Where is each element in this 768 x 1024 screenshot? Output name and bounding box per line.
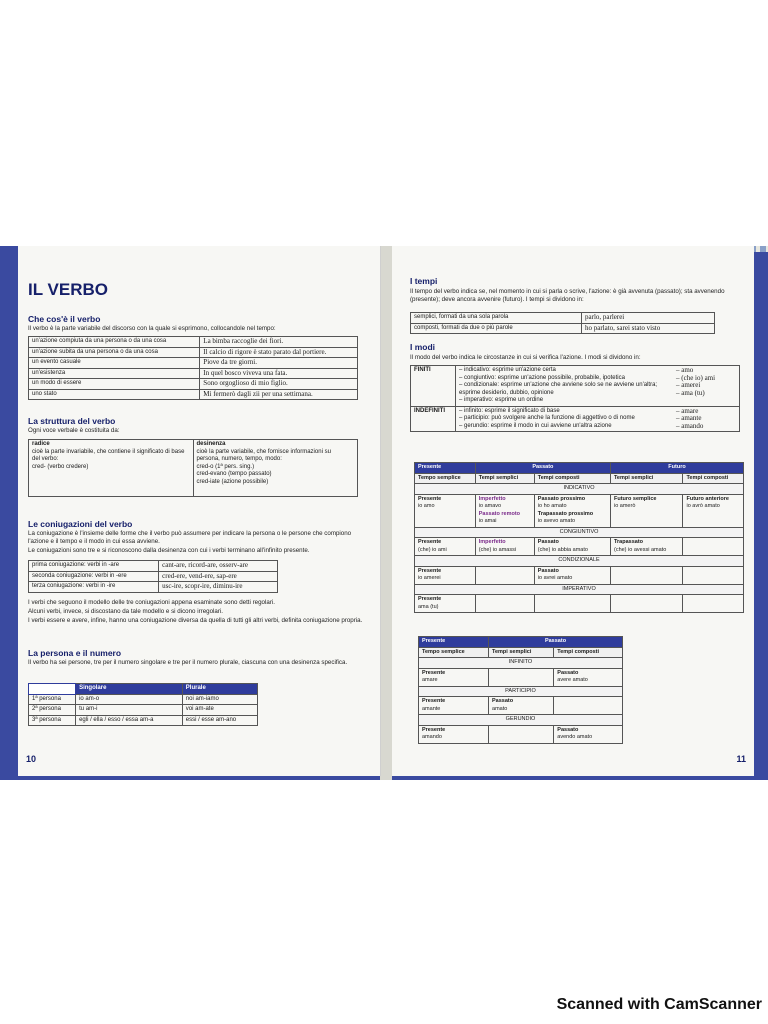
section-intro: Il tempo del verbo indica se, nel momento in cui si parla o scrive, l'azione: è già avvenuta (passato); sta avvenendo (presente); deve ancora avvenire (futuro). I tempi si dividono in:: [410, 288, 725, 303]
tense-form: io amerò: [613, 503, 636, 509]
mood-band: CONDIZIONALE: [415, 556, 744, 567]
table-cell: noi am-iamo: [182, 694, 257, 705]
table-cell: essi / esse am-ano: [182, 715, 257, 726]
tense-name: Imperfetto: [478, 539, 506, 545]
table-cell: 3ª persona: [29, 715, 76, 726]
camscanner-watermark: Scanned with CamScanner: [556, 996, 762, 1013]
table-cell: un'azione compiuta da una persona o da una cosa: [29, 337, 200, 348]
tense-name: Passato: [537, 539, 559, 545]
table-cell: In quel bosco viveva una fata.: [200, 368, 358, 379]
tense-form: amando: [422, 734, 442, 740]
table-cell: La bimba raccoglie dei fiori.: [200, 337, 358, 348]
table-cell: [554, 668, 623, 686]
table-cell: egli / ella / esso / essa am-a: [76, 715, 183, 726]
table-cell: terza coniugazione: verbi in -ire: [29, 582, 159, 593]
col-presente: Presente: [415, 463, 476, 474]
tense-form: io amavo: [478, 503, 502, 509]
table-cell: 1ª persona: [29, 694, 76, 705]
radice-text: cioè la parte invariabile, che contiene il significato di base del verbo:: [32, 448, 185, 462]
coniugazioni-table: [28, 560, 278, 593]
tense-name: Passato: [537, 567, 559, 574]
table-subheader: Tempi composti: [554, 647, 623, 658]
table-cell: Piove da tre giorni.: [200, 358, 358, 369]
table-cell: [475, 538, 534, 556]
section-intro: Il verbo è la parte variabile del discorso con la quale si esprimono, collocandole nel tempo:: [28, 325, 276, 332]
table-cell: [683, 566, 744, 584]
list-item: – congiuntivo: esprime un'azione possibile, probabile, ipotetica: [459, 374, 625, 381]
tense-form: (che) io avessi amato: [613, 546, 667, 553]
table-subheader: Tempi semplici: [610, 473, 682, 484]
tense-form: ama (tu): [418, 603, 439, 610]
table-cell: [419, 697, 489, 715]
list-item: – amante: [676, 414, 702, 422]
indefiniti-list: [456, 406, 674, 432]
mood-band: GERUNDIO: [419, 715, 623, 726]
table-subheader: Tempi semplici: [475, 473, 534, 484]
table-cell: tu am-i: [76, 705, 183, 716]
coniugazione-definition: La coniugazione è l'insieme delle forme che il verbo può assumere per indicare la persona o le persone che compiono l'azione e il tempo e il modo in cui essa avviene.: [28, 530, 352, 545]
table-cell: un modo di essere: [29, 379, 200, 390]
list-item: – amo: [676, 366, 694, 374]
table-subheader: Tempo semplice: [415, 473, 476, 484]
tense-form: (che) io abbia amato: [537, 546, 588, 553]
table-cell: [610, 494, 682, 527]
table-cell: [610, 595, 682, 613]
table-cell: composti, formati da due o più parole: [411, 323, 582, 334]
table-cell: [475, 494, 534, 527]
table-cell: cred-ere, vend-ere, sap-ere: [159, 571, 278, 582]
desinenza-example: cred-o (1ª pers. sing.): [196, 463, 255, 470]
table-cell: 2ª persona: [29, 705, 76, 716]
table-cell: semplici, formati da una sola parola: [411, 313, 582, 324]
tense-form: (che) io ami: [418, 546, 447, 553]
left-page: [18, 246, 381, 776]
table-cell: [554, 697, 623, 715]
table-cell: [489, 668, 554, 686]
table-cell: Mi fermerò dagli zii per una settimana.: [200, 389, 358, 400]
tense-name: Presente: [418, 539, 442, 545]
section-intro: Il verbo ha sei persone, tre per il numero singolare e tre per il numero plurale, ciascuna con una desinenza specifica.: [28, 659, 348, 666]
page-number: 10: [26, 754, 37, 764]
tense-form: io avevo amato: [537, 518, 576, 524]
tense-name: Presente: [418, 567, 442, 574]
table-subheader: Tempi composti: [534, 473, 610, 484]
tense-name: Passato: [557, 726, 579, 733]
indefiniti-examples: [673, 406, 740, 432]
tense-form: io amai: [478, 518, 497, 524]
tense-name: Presente: [422, 698, 446, 704]
table-subheader: Tempi semplici: [489, 647, 554, 658]
section-heading-verbo: Che cos'è il verbo: [28, 314, 101, 324]
radice-title: radice: [32, 441, 50, 447]
modi-finiti-table: [414, 462, 744, 613]
table-subheader: Tempi composti: [683, 473, 744, 484]
persona-table: [28, 683, 258, 726]
table-cell: [534, 595, 610, 613]
table-cell: Il calcio di rigore è stato parato dal portiere.: [200, 347, 358, 358]
tense-name: Presente: [418, 495, 442, 502]
list-item: – ama (tu): [676, 388, 705, 397]
tense-name: Passato remoto: [478, 510, 521, 517]
tempi-table: [410, 312, 715, 334]
tense-form: amare: [422, 677, 438, 683]
table-cell: [415, 595, 476, 613]
list-item: – amerei: [676, 381, 701, 389]
section-heading-struttura: La struttura del verbo: [28, 416, 116, 426]
table-cell: seconda coniugazione: verbi in -ere: [29, 571, 159, 582]
open-book: [0, 246, 768, 780]
mood-band: INFINITO: [419, 658, 623, 669]
irregolari-text: Alcuni verbi, invece, si discostano da tale modello e si dicono irregolari.: [28, 608, 224, 615]
table-cell: cant-are, ricord-are, osserv-are: [159, 561, 278, 572]
tense-name: Futuro anteriore: [686, 495, 729, 502]
section-heading-coniugazioni: Le coniugazioni del verbo: [28, 519, 133, 529]
tense-form: io avrei amato: [537, 575, 573, 581]
tense-form: avere amato: [557, 677, 588, 683]
table-cell: [683, 595, 744, 613]
page-title: IL VERBO: [28, 280, 108, 299]
table-cell: [419, 668, 489, 686]
col-passato: Passato: [475, 463, 610, 474]
book-spine: [380, 246, 392, 780]
table-cell: parlo, parlerei: [582, 313, 715, 324]
table-cell: voi am-ate: [182, 705, 257, 716]
radice-example: cred- (verbo credere): [32, 463, 89, 470]
col-futuro: Futuro: [610, 463, 743, 474]
tense-form: io avrò amato: [686, 503, 720, 509]
list-item: – gerundio: esprime il modo in cui avviene un'altra azione: [459, 422, 612, 429]
regolari-text: I verbi che seguono il modello delle tre coniugazioni appena esaminate sono detti regolari.: [28, 599, 275, 606]
table-cell: un evento casuale: [29, 358, 200, 369]
tense-name: Passato prossimo: [537, 495, 586, 502]
mood-band: PARTICIPIO: [419, 686, 623, 697]
tense-name: Presente: [422, 669, 446, 676]
table-cell: [415, 538, 476, 556]
table-cell: usc-ire, scopr-ire, diminu-ire: [159, 582, 278, 593]
col-passato: Passato: [489, 637, 623, 648]
tense-form: avendo amato: [557, 734, 593, 740]
radice-cell: [29, 440, 194, 497]
finiti-list: [456, 366, 674, 407]
table-cell: [419, 725, 489, 743]
mood-band: IMPERATIVO: [415, 584, 744, 595]
finiti-label: FINITI: [411, 366, 456, 407]
table-cell: [610, 566, 682, 584]
modi-table: [410, 365, 740, 432]
section-heading-modi: I modi: [410, 342, 436, 352]
table-cell: [415, 566, 476, 584]
table-cell: [554, 725, 623, 743]
table-cell: [415, 494, 476, 527]
table-cell: [610, 538, 682, 556]
tense-name: Imperfetto: [478, 495, 506, 502]
table-cell: [475, 566, 534, 584]
finiti-examples: [673, 366, 740, 407]
list-item: – (che io) ami: [676, 373, 716, 382]
tense-name: Passato: [492, 698, 514, 704]
table-cell: prima coniugazione: verbi in -are: [29, 561, 159, 572]
table-cell: uno stato: [29, 389, 200, 400]
table-cell: [683, 538, 744, 556]
table-cell: [489, 725, 554, 743]
modi-indefiniti-table: [418, 636, 623, 744]
col-singolare: Singolare: [76, 684, 183, 695]
tense-form: amante: [422, 705, 441, 712]
desinenza-cell: [193, 440, 358, 497]
table-cell: [534, 566, 610, 584]
table-cell: io am-o: [76, 694, 183, 705]
right-page: [392, 246, 754, 776]
desinenza-title: desinenza: [196, 441, 226, 447]
tense-name: Passato: [557, 669, 579, 676]
tense-name: Trapassato: [613, 539, 644, 545]
desinenza-text: cioè la parte variabile, che fornisce informazioni su persona, numero, tempo, modo:: [196, 448, 331, 462]
mood-band: CONGIUNTIVO: [415, 527, 744, 538]
tense-form: io amo: [418, 503, 435, 509]
table-cell: [534, 494, 610, 527]
tense-form: io ho amato: [537, 503, 567, 509]
coniugazione-note: Le coniugazioni sono tre e si riconoscono dalla desinenza con cui i verbi terminano all'infinito presente.: [28, 547, 310, 554]
list-item: – condizionale: esprime un'azione che avviene solo se ne avviene un'altra; esprime desiderio, dubbio, opinione: [459, 382, 658, 396]
list-item: – amando: [676, 421, 704, 430]
desinenza-example: cred-iate (azione possibile): [196, 478, 269, 485]
list-item: – participio: può svolgere anche la funzione di aggettivo o di nome: [459, 415, 635, 421]
coniugazione-propria-text: I verbi essere e avere, infine, hanno una coniugazione diversa da quella di tutti gli altri verbi, definita coniugazione propria.: [28, 617, 363, 624]
col-presente: Presente: [419, 637, 489, 648]
list-item: – amare: [676, 406, 699, 415]
col-plurale: Plurale: [182, 684, 257, 695]
section-intro: Ogni voce verbale è costituita da:: [28, 427, 120, 434]
section-heading-tempi: I tempi: [410, 276, 438, 286]
tense-form: (che) io amassi: [478, 546, 517, 553]
desinenza-example: cred-evano (tempo passato): [196, 471, 272, 477]
tense-name: Presente: [422, 726, 446, 733]
tense-name: Futuro semplice: [613, 495, 657, 502]
table-cell: Sono orgoglioso di mio figlio.: [200, 379, 358, 390]
tense-form: io amerei: [418, 575, 441, 581]
section-intro: Il modo del verbo indica le circostanze in cui si verifica l'azione. I modi si dividono in:: [410, 354, 641, 361]
indefiniti-label: INDEFINITI: [411, 406, 456, 432]
table-corner: [29, 684, 76, 695]
struttura-table: [28, 439, 358, 497]
mood-band: INDICATIVO: [415, 484, 744, 495]
table-cell: [489, 697, 554, 715]
table-cell: [683, 494, 744, 527]
list-item: – indicativo: esprime un'azione certa: [459, 367, 556, 373]
verbo-table: [28, 336, 358, 400]
tense-name: Trapassato prossimo: [537, 510, 594, 517]
table-cell: [534, 538, 610, 556]
section-heading-persona: La persona e il numero: [28, 648, 122, 658]
page-number: 11: [736, 754, 746, 764]
table-cell: [475, 595, 534, 613]
list-item: – imperativo: esprime un ordine: [459, 397, 544, 403]
table-cell: un'azione subita da una persona o da una cosa: [29, 347, 200, 358]
tense-name: Presente: [418, 596, 442, 602]
tense-form: amato: [492, 705, 508, 712]
table-cell: un'esistenza: [29, 368, 200, 379]
table-subheader: Tempo semplice: [419, 647, 489, 658]
table-cell: ho parlato, sarei stato visto: [582, 323, 715, 334]
list-item: – infinito: esprime il significato di base: [459, 407, 560, 414]
